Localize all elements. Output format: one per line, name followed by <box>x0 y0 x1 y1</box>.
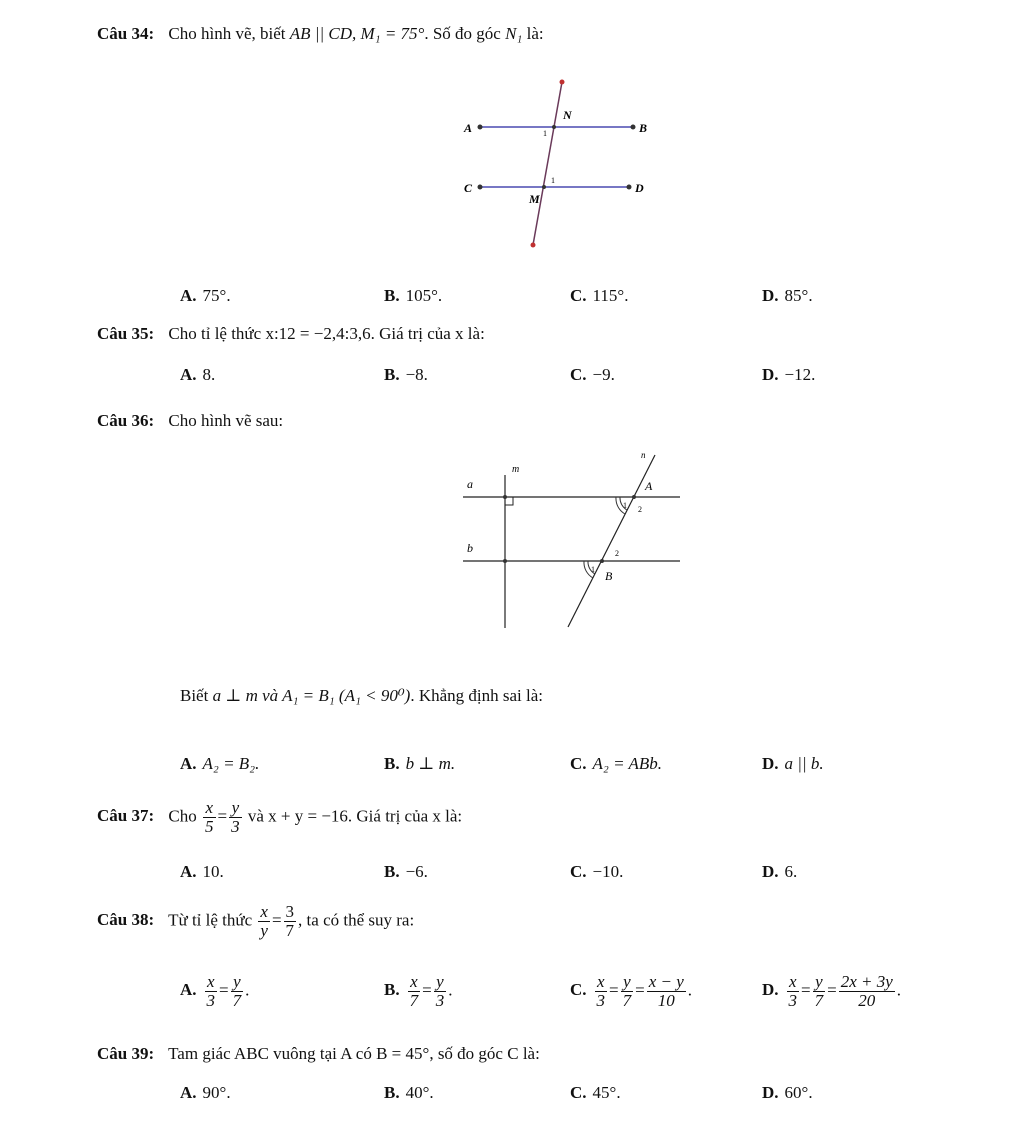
fraction <box>595 973 608 1010</box>
denominator: 7 <box>814 990 824 1010</box>
option-label: B. <box>384 1083 400 1102</box>
option-label: A. <box>180 862 197 881</box>
numerator: y <box>231 973 244 992</box>
question-text: Từ tỉ lệ thức <box>168 910 253 930</box>
numerator: 2x + 3y <box>840 972 893 991</box>
line-n <box>568 455 655 627</box>
question-condition: AB || CD, M₁ = 75° <box>289 24 425 43</box>
fraction <box>258 903 270 940</box>
option-label: C. <box>570 754 587 773</box>
label-angle-m1: 1 <box>551 176 555 185</box>
option-35-b[interactable] <box>384 365 428 385</box>
denominator: 7 <box>232 990 242 1010</box>
option-label: C. <box>570 980 587 1000</box>
option-35-a[interactable] <box>180 365 215 385</box>
fraction <box>621 973 634 1010</box>
question-35 <box>97 324 485 344</box>
option-text: 8. <box>202 365 216 384</box>
question-38: Câu 38: Từ tỉ lệ thức $\frac{x}{y}$ = $\frac{3}{7}$ , ta có thể suy ra: <box>97 902 415 940</box>
option-36-b[interactable] <box>384 754 455 774</box>
option-text: −10. <box>592 862 624 881</box>
option-text: 10. <box>202 862 224 881</box>
option-text: −9. <box>592 365 615 384</box>
option-37-c[interactable] <box>570 862 623 882</box>
option-label: C. <box>570 286 587 305</box>
option-36-c[interactable] <box>570 754 662 774</box>
option-37-b[interactable] <box>384 862 428 882</box>
label-angle-a1: 1 <box>623 501 627 510</box>
figure-parallel-lines-transversal <box>455 75 655 255</box>
denominator: 20 <box>858 990 876 1010</box>
question-34 <box>97 24 544 44</box>
label-d: D <box>635 181 644 195</box>
question-number: Câu 35: <box>97 324 155 343</box>
option-text: 45°. <box>592 1083 621 1102</box>
option-text: −6. <box>405 862 428 881</box>
option-label: A. <box>180 754 197 773</box>
option-label: A. <box>180 980 197 1000</box>
option-35-d[interactable] <box>762 365 815 385</box>
option-label: A. <box>180 365 197 384</box>
option-label: B. <box>384 286 400 305</box>
option-label: A. <box>180 1083 197 1102</box>
option-34-b[interactable] <box>384 286 442 306</box>
numerator: y <box>813 973 826 992</box>
numerator: x − y <box>648 972 684 991</box>
denominator: 7 <box>285 920 295 940</box>
option-label: D. <box>762 980 779 1000</box>
option-36-d[interactable] <box>762 754 824 774</box>
question-text: Tam giác ABC vuông tại A có B = 45°, số đo góc C là: <box>168 1044 540 1063</box>
denominator: 10 <box>657 990 675 1010</box>
point-top <box>560 80 565 85</box>
question-37: Câu 37: Cho $\frac{x}{5}$ = $\frac{y}{3}$ và x + y = −16. Giá trị của x là: <box>97 798 463 836</box>
label-point-b: B <box>605 569 613 583</box>
denominator: 3 <box>435 990 445 1010</box>
label-n: N <box>563 108 572 122</box>
option-text: −12. <box>784 365 816 384</box>
option-36-a[interactable] <box>180 754 259 774</box>
fraction <box>839 973 895 1010</box>
option-label: C. <box>570 862 587 881</box>
numerator: 3 <box>285 902 295 921</box>
numerator: x <box>787 973 800 992</box>
question-text-post: , ta có thể suy ra: <box>298 910 415 930</box>
fraction <box>205 973 218 1010</box>
option-38-b[interactable]: B. $\frac{x}{7}$ = $\frac{y}{3}$ . <box>384 972 453 1010</box>
option-label: C. <box>570 1083 587 1102</box>
label-m: m <box>512 464 520 475</box>
option-label: D. <box>762 1083 779 1102</box>
numerator: y <box>434 973 447 992</box>
label-c: C <box>464 181 473 195</box>
question-angle: N₁ <box>505 24 523 43</box>
option-text: 60°. <box>784 1083 813 1102</box>
option-37-d[interactable] <box>762 862 797 882</box>
option-text: 40°. <box>405 1083 434 1102</box>
option-label: D. <box>762 862 779 881</box>
option-38-c[interactable]: C. $\frac{x}{3}$ = $\frac{y}{7}$ = $\frac{x - y}{10}$ . <box>570 972 693 1010</box>
option-text: 105°. <box>405 286 443 305</box>
fraction <box>813 973 826 1010</box>
denominator: 3 <box>596 990 606 1010</box>
point-b <box>631 125 636 130</box>
figure-perpendicular-lines <box>455 450 685 635</box>
option-34-a[interactable] <box>180 286 231 306</box>
label-angle-b1: 1 <box>591 565 595 574</box>
fraction <box>647 973 686 1010</box>
question-text-post: là: <box>526 24 544 43</box>
fraction <box>231 973 244 1010</box>
numerator: x <box>203 799 216 818</box>
option-label: D. <box>762 754 779 773</box>
label-angle-b2: 2 <box>615 549 619 558</box>
option-label: A. <box>180 286 197 305</box>
option-text: A₂ = B₂. <box>202 754 260 773</box>
label-b: B <box>639 121 648 135</box>
question-number: Câu 36: <box>97 411 155 430</box>
option-text: 75°. <box>202 286 231 305</box>
label-b: b <box>467 541 473 555</box>
option-label: D. <box>762 365 779 384</box>
question-36-statement <box>180 686 543 706</box>
option-label: B. <box>384 980 400 1000</box>
label-a: a <box>467 477 473 491</box>
question-text: Cho <box>168 806 197 826</box>
label-point-a: A <box>645 479 653 493</box>
option-text: a || b. <box>784 754 824 773</box>
option-37-a[interactable] <box>180 862 224 882</box>
denominator: 7 <box>409 990 419 1010</box>
option-34-c[interactable] <box>570 286 628 306</box>
fraction <box>408 973 421 1010</box>
option-38-a[interactable]: A. $\frac{x}{3}$ = $\frac{y}{7}$ . <box>180 972 250 1010</box>
numerator: x <box>408 973 421 992</box>
option-label: C. <box>570 365 587 384</box>
question-number: Câu 38: <box>97 910 155 930</box>
question-number: Câu 37: <box>97 806 155 826</box>
point-a <box>478 125 483 130</box>
question-text-mid: . Số đo góc <box>424 24 501 43</box>
option-text: A₂ = ABb. <box>592 754 663 773</box>
question-text: Cho hình vẽ, biết <box>168 24 286 43</box>
option-text: 115°. <box>592 286 629 305</box>
fraction <box>284 903 297 940</box>
label-a: A <box>464 121 473 135</box>
option-text: 6. <box>784 862 798 881</box>
option-text: 85°. <box>784 286 813 305</box>
denominator: y <box>260 920 268 940</box>
question-text-post: và x + y = −16. Giá trị của x là: <box>247 806 463 826</box>
point-m <box>542 185 546 189</box>
numerator: y <box>229 799 242 818</box>
option-label: B. <box>384 754 400 773</box>
fraction <box>229 799 242 836</box>
fraction <box>787 973 800 1010</box>
statement-pre: Biết <box>180 686 209 705</box>
label-m: M <box>529 192 540 206</box>
label-n: n <box>641 450 646 460</box>
point-b-m <box>503 559 507 563</box>
point-a-m <box>503 495 507 499</box>
denominator: 3 <box>788 990 798 1010</box>
question-number: Câu 39: <box>97 1044 155 1063</box>
point-a-n <box>632 495 636 499</box>
numerator: x <box>595 973 608 992</box>
fraction <box>203 799 216 836</box>
option-39-d[interactable] <box>762 1083 813 1103</box>
point-b-n <box>600 559 604 563</box>
question-number: Câu 34: <box>97 24 155 43</box>
option-label: B. <box>384 365 400 384</box>
option-text: 90°. <box>202 1083 231 1102</box>
option-text: b ⊥ m. <box>405 754 456 773</box>
option-text: −8. <box>405 365 428 384</box>
option-35-c[interactable] <box>570 365 615 385</box>
denominator: 3 <box>206 990 216 1010</box>
question-39 <box>97 1044 540 1064</box>
point-n <box>552 125 556 129</box>
question-text: Cho hình vẽ sau: <box>168 411 284 430</box>
numerator: x <box>260 902 268 921</box>
option-label: D. <box>762 286 779 305</box>
statement-math: a ⊥ m và A₁ = B₁ (A₁ < 90⁰) <box>212 686 411 705</box>
option-label: B. <box>384 862 400 881</box>
numerator: x <box>205 973 218 992</box>
denominator: 7 <box>622 990 632 1010</box>
transversal <box>533 82 562 245</box>
option-39-b[interactable] <box>384 1083 434 1103</box>
option-39-a[interactable] <box>180 1083 231 1103</box>
option-34-d[interactable] <box>762 286 813 306</box>
denominator: 5 <box>205 816 214 836</box>
denominator: 3 <box>231 816 240 836</box>
option-38-d[interactable]: D. $\frac{x}{3}$ = $\frac{y}{7}$ = $\frac{2x + 3y}{20}$ . <box>762 972 902 1010</box>
question-text: Cho tỉ lệ thức x:12 = −2,4:3,6. Giá trị của x là: <box>168 324 485 343</box>
statement-post: . Khẳng định sai là: <box>410 686 543 705</box>
label-angle-a2: 2 <box>638 505 642 514</box>
label-angle-n1: 1 <box>543 129 547 138</box>
fraction <box>434 973 447 1010</box>
option-39-c[interactable] <box>570 1083 621 1103</box>
numerator: y <box>621 973 634 992</box>
point-d <box>627 185 632 190</box>
point-bottom <box>531 243 536 248</box>
question-36 <box>97 411 283 431</box>
point-c <box>478 185 483 190</box>
